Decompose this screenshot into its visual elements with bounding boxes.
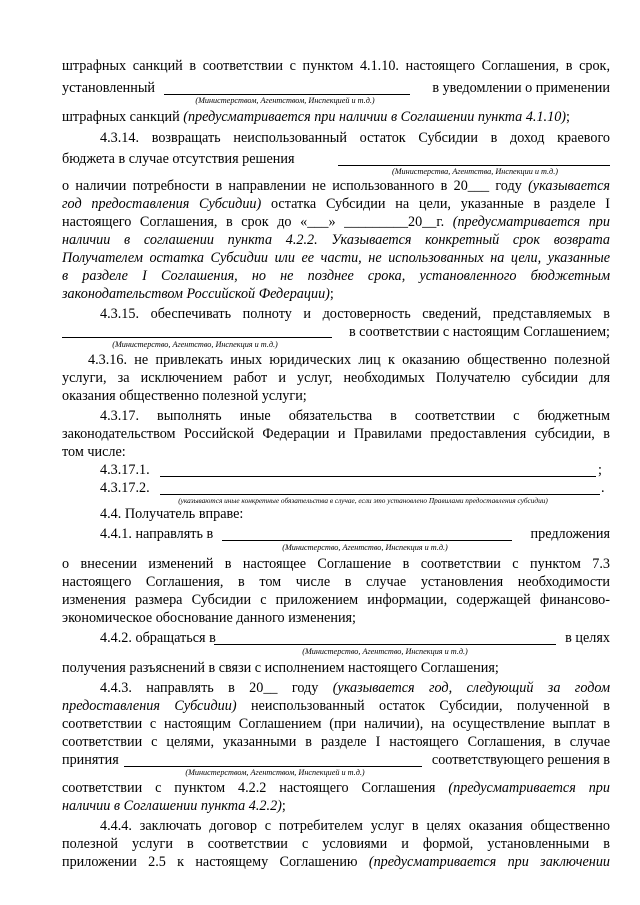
blank-line [338, 165, 610, 166]
text-line: получения разъяснений в связи с исполнением настоящего Соглашения; [62, 660, 499, 676]
text-fragment: в целях [565, 630, 610, 646]
text-fragment: соответствии с пунктом 4.2.2 настоящего Соглашения [62, 780, 436, 796]
text-fragment: принятия [62, 752, 119, 768]
text-fragment-italic: (указывается год, следующий за годом [332, 680, 611, 696]
text-fragment-italic: (предусматривается при [448, 780, 610, 796]
text-line [62, 178, 610, 195]
clause-4-4-1: 4.4.1. направлять в [100, 526, 214, 542]
text-fragment-italic: (предусматривается при [452, 214, 610, 230]
text-line: том числе: [62, 444, 126, 460]
text-fragment-italic: (предусматривается при заключении [368, 854, 611, 870]
clause-4-3-14: 4.3.14. возвращать неиспользованный остаток Субсидии в доход краевого [100, 130, 610, 146]
text-fragment: ; [281, 798, 286, 814]
text-line [62, 854, 610, 871]
text-fragment-italic: наличии в Соглашении пункта 4.2.2) [62, 798, 282, 814]
text-fragment: неиспользованный остаток Субсидии, полученной в [250, 698, 611, 714]
clause-4-4-3 [100, 680, 610, 697]
clause-4-3-16: 4.3.16. не привлекать иных юридических лиц к оказанию общественно полезной [88, 352, 610, 368]
text-line [62, 798, 610, 815]
text-fragment-italic: год предоставления Субсидии) [62, 196, 262, 212]
text-line: наличии в соглашении пункта 4.2.2. Указывается конкретный срок возврата [62, 232, 610, 248]
text-line: Получателем остатка Субсидии или ее части, не использованных на цели, указанные [62, 250, 610, 266]
blank-line [164, 94, 410, 95]
text-line [62, 780, 610, 797]
text-fragment: 4.4.3. направлять в 20__ году [100, 680, 319, 696]
clause-4-4-4: 4.4.4. заключать договор с потребителем услуг в целях оказания общественно [100, 818, 610, 834]
text-line: соответствии с целями, указанными в разделе I настоящего Соглашения, в случае [62, 734, 610, 750]
clause-4-3-17-1: 4.3.17.1. [100, 462, 150, 478]
field-caption: (Министерства, Агентства, Инспекции и т.д.) [392, 167, 558, 176]
field-caption: (Министерство, Агентство, Инспекция и т.д.) [302, 647, 468, 656]
blank-line [160, 494, 600, 495]
text-line: настоящего Соглашения, в том числе в случае установления необходимости [62, 574, 610, 590]
text-line: соответствии с настоящим Соглашением (при наличии), на осуществление выплат в [62, 716, 610, 732]
text-line: о внесении изменений в настоящее Соглашение в соответствии с пунктом 7.3 [62, 556, 610, 572]
text-fragment: ; [329, 286, 334, 302]
clause-4-4: 4.4. Получатель вправе: [100, 506, 244, 522]
text-fragment: . [601, 480, 605, 496]
text-fragment: приложении 2.5 к настоящему Соглашению [62, 854, 358, 870]
text-fragment-italic: законодательством Российской Федерации) [62, 286, 330, 302]
text-line [62, 698, 610, 715]
blank-line [124, 766, 422, 767]
clause-4-3-17: 4.3.17. выполнять иные обязательства в соответствии с бюджетным [100, 408, 610, 424]
text-line: законодательством Российской Федерации и Правилами предоставления субсидии, в [62, 426, 610, 442]
field-caption: (Министерством, Агентством, Инспекцией и т.д.) [185, 768, 365, 777]
text-line: услуги, за исключением работ и услуг, необходимых Получателю субсидии для [62, 370, 610, 386]
text-fragment: штрафных санкций [62, 109, 180, 125]
clause-4-3-17-2: 4.3.17.2. [100, 480, 150, 496]
text-line: в разделе I Соглашения, но не позднее срока, установленного бюджетным [62, 268, 610, 284]
text-fragment: настоящего Соглашения, в срок до «___» _________20__г. [62, 214, 445, 230]
text-line [62, 151, 332, 168]
text-fragment-italic: (предусматривается при наличии в Соглашении пункта 4.1.10) [183, 109, 567, 125]
clause-4-3-15: 4.3.15. обеспечивать полноту и достоверность сведений, представляемых в [100, 306, 610, 322]
field-caption: (Министерством, Агентством, Инспекцией и т.д.) [195, 96, 375, 105]
blank-line [222, 540, 512, 541]
text-line [62, 196, 610, 213]
text-fragment: соответствующего решения в [431, 752, 610, 768]
field-caption: (Министерство, Агентство, Инспекция и т.д.) [112, 340, 278, 349]
text-line: изменения размера Субсидии с приложением информации, содержащей финансово- [62, 592, 610, 608]
blank-line [214, 644, 556, 645]
text-line [62, 109, 610, 126]
text-fragment: остатка Субсидии на цели, указанные в разделе I [270, 196, 610, 212]
text-fragment-italic: предоставления Субсидии) [62, 698, 237, 714]
text-line [62, 214, 610, 231]
blank-line [160, 476, 596, 477]
text-fragment: о наличии потребности в направлении не использованного в 20___ году [62, 178, 522, 194]
text-fragment-italic: (указывается [528, 178, 611, 194]
text-line: полезной услуги в соответствии с условиями и формой, установленными в [62, 836, 610, 852]
text-line: штрафных санкций в соответствии с пунктом 4.1.10. настоящего Соглашения, в срок, [62, 58, 610, 74]
text-fragment: предложения [530, 526, 610, 542]
text-fragment: в уведомлении о применении [432, 80, 610, 96]
text-fragment: бюджета в случае отсутствия решения [62, 151, 295, 167]
text-line [62, 286, 610, 303]
text-fragment: в соответствии с настоящим Соглашением; [348, 324, 610, 340]
text-fragment: установленный [62, 80, 155, 96]
clause-4-4-2: 4.4.2. обращаться в [100, 630, 216, 646]
text-fragment: ; [566, 109, 570, 125]
text-fragment: ; [598, 462, 602, 478]
field-caption: (указываются иные конкретные обязательства в случае, если это установлено Правилами предоставления субсидии) [178, 496, 548, 505]
text-line: оказания общественно полезной услуги; [62, 388, 307, 404]
text-line: экономическое обоснование данного изменения; [62, 610, 357, 626]
blank-line [62, 337, 332, 338]
field-caption: (Министерство, Агентство, Инспекция и т.д.) [282, 543, 448, 552]
